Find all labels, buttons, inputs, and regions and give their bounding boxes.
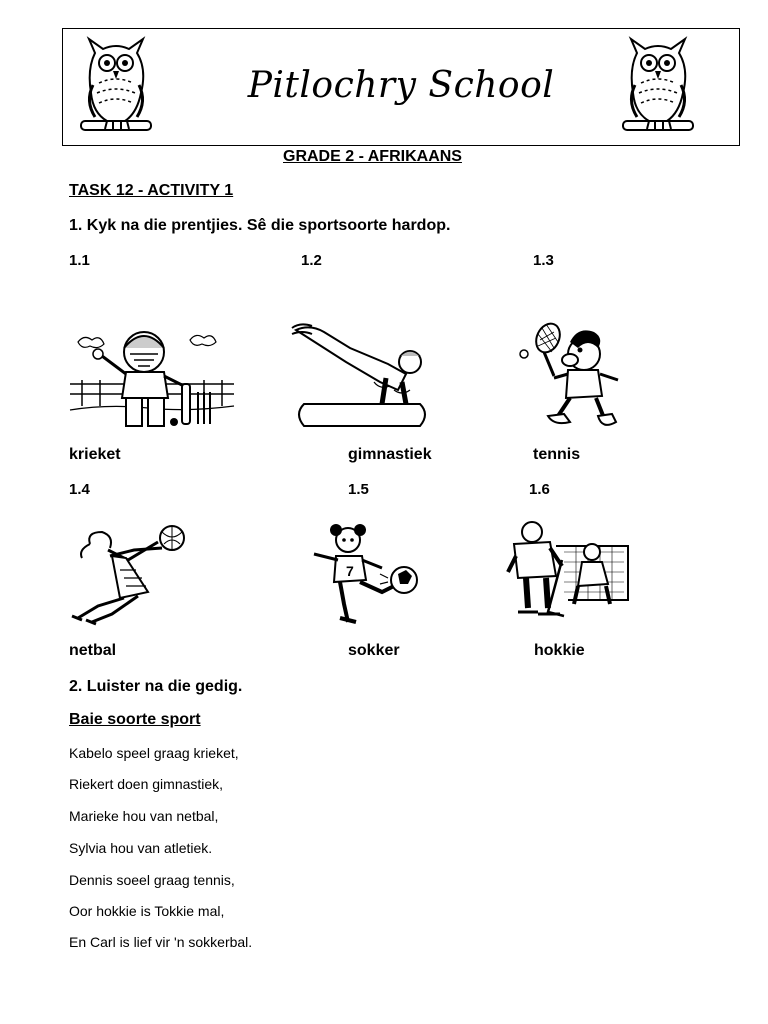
sport-label-netbal: netbal xyxy=(69,642,117,659)
question-1: 1. Kyk na die prentjies. Sê die sportsoorte hardop. xyxy=(69,217,451,234)
soccer-player-icon xyxy=(310,522,422,626)
school-header xyxy=(62,28,740,146)
tennis-player-icon xyxy=(518,318,622,434)
netball-player-icon xyxy=(68,522,192,626)
poem-line: Marieke hou van netbal, xyxy=(69,808,219,824)
grade-heading: GRADE 2 - AFRIKAANS xyxy=(283,148,462,165)
item-number-1-2: 1.2 xyxy=(301,252,322,269)
item-number-1-4: 1.4 xyxy=(69,481,90,498)
poem-line: Oor hokkie is Tokkie mal, xyxy=(69,903,225,919)
gymnast-icon xyxy=(290,320,432,432)
sport-label-krieket: krieket xyxy=(69,446,121,463)
task-heading: TASK 12 - ACTIVITY 1 xyxy=(69,182,234,199)
school-name: Pitlochry School xyxy=(247,65,555,106)
item-number-1-5: 1.5 xyxy=(348,481,369,498)
poem-line: Sylvia hou van atletiek. xyxy=(69,840,213,856)
sport-label-tennis: tennis xyxy=(533,446,581,463)
sport-label-sokker: sokker xyxy=(348,642,400,659)
svg-text:7: 7 xyxy=(346,563,354,579)
poem-line: Kabelo speel graag krieket, xyxy=(69,745,239,761)
poem-title: Baie soorte sport xyxy=(69,711,201,728)
hockey-player-icon xyxy=(504,516,632,624)
poem-line: Dennis soeel graag tennis, xyxy=(69,872,235,888)
cricket-player-icon xyxy=(68,318,236,430)
item-number-1-6: 1.6 xyxy=(529,481,550,498)
item-number-1-1: 1.1 xyxy=(69,252,90,269)
question-2: 2. Luister na die gedig. xyxy=(69,678,243,695)
poem-line: En Carl is lief vir 'n sokkerbal. xyxy=(69,934,253,950)
poem-line: Riekert doen gimnastiek, xyxy=(69,776,224,792)
owl-logo-icon xyxy=(619,35,697,139)
sport-label-hokkie: hokkie xyxy=(534,642,585,659)
item-number-1-3: 1.3 xyxy=(533,252,554,269)
sport-label-gimnastiek: gimnastiek xyxy=(348,446,432,463)
